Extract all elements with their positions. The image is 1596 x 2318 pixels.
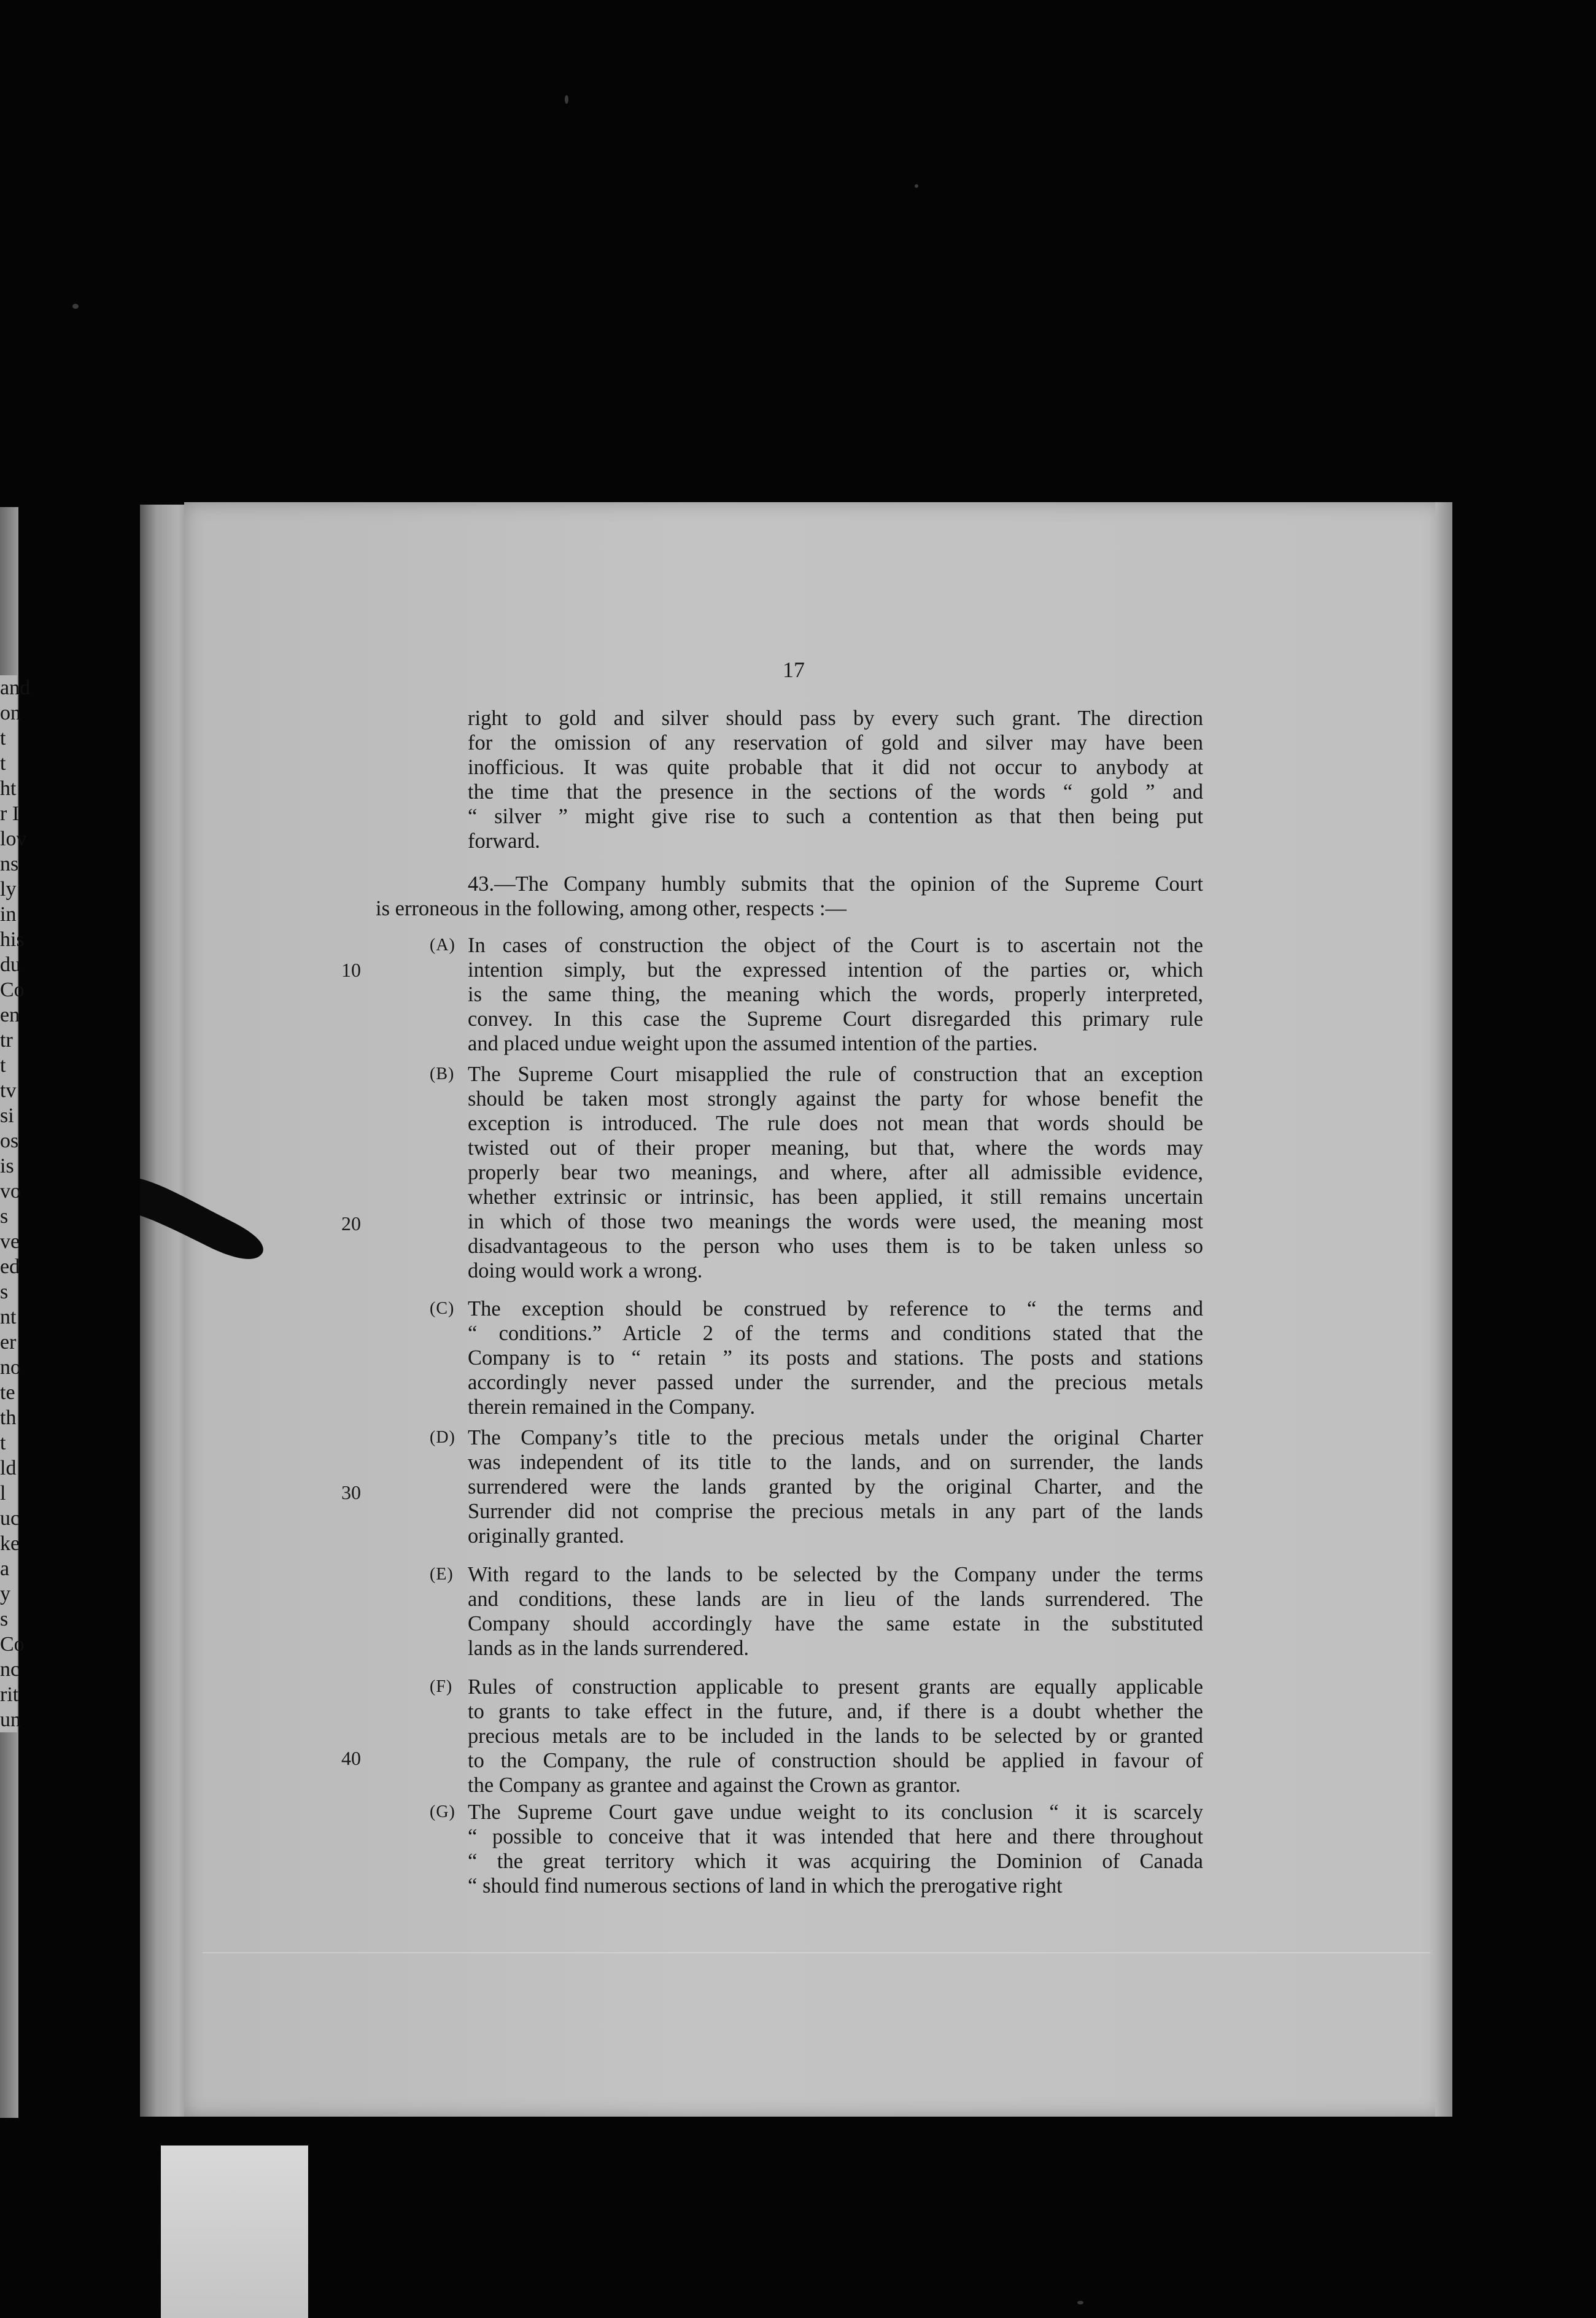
text-line: is erroneous in the following, among other, respects :— — [376, 897, 847, 920]
text-line: 43.—The Company humbly submits that the opinion of the Supreme Court — [468, 872, 1203, 896]
adjacent-page-fragment: ly — [0, 878, 17, 901]
text-line: exception is introduced. The rule does not mean that words should be — [468, 1112, 1203, 1135]
text-line: the Company as grantee and against the Crown as grantor. — [468, 1773, 961, 1797]
margin-line-number: 20 — [341, 1212, 361, 1235]
adjacent-page-fragment: s — [0, 1607, 17, 1632]
text-line: Rules of construction applicable to present grants are equally applicable — [468, 1675, 1203, 1699]
item-body — [468, 933, 1203, 1056]
item-label: (G) — [430, 1802, 455, 1821]
text-line: The Company’s title to the precious metals under the original Charter — [468, 1426, 1203, 1449]
adjacent-page-fragment: uc — [0, 1507, 20, 1530]
item-label: (B) — [430, 1064, 455, 1083]
item-body — [468, 1062, 1203, 1283]
continuation-paragraph — [468, 706, 1203, 853]
text-line: forward. — [468, 829, 540, 853]
adjacent-page-fragment: r I — [0, 802, 20, 825]
adjacent-page-fragment: en — [0, 1004, 20, 1026]
thumb-shadow-icon — [140, 1166, 275, 1277]
adjacent-page-fragment: l — [0, 1481, 17, 1506]
adjacent-page-fragment: t — [0, 1430, 17, 1456]
adjacent-page-fragment: du — [0, 953, 21, 976]
adjacent-page-fragment: is — [0, 1153, 17, 1179]
scan-speck — [72, 304, 79, 309]
text-line: precious metals are to be included in the lands to be selected by or granted — [468, 1724, 1203, 1748]
adjacent-page-text — [0, 675, 31, 1731]
item-label: (C) — [430, 1299, 455, 1318]
adjacent-page-fragment: ht — [0, 777, 17, 800]
text-line: to grants to take effect in the future, and, if there is a doubt whether the — [468, 1700, 1203, 1723]
text-line: “ possible to conceive that it was intended that here and there throughout — [468, 1825, 1203, 1848]
adjacent-page-fragment: ed — [0, 1255, 20, 1278]
adjacent-page-fragment: t — [0, 751, 17, 776]
item-label: (A) — [430, 936, 455, 955]
text-line: With regard to the lands to be selected by the Company under the terms — [468, 1563, 1203, 1586]
text-line: Company is to “ retain ” its posts and stations. The posts and stations — [468, 1346, 1203, 1370]
text-line: The Supreme Court misapplied the rule of construction that an exception — [468, 1063, 1203, 1086]
text-line: the time that the presence in the sections of the words “ gold ” and — [468, 780, 1203, 804]
page-bottom-rule — [203, 1952, 1430, 1953]
text-line: In cases of construction the object of the Court is to ascertain not the — [468, 934, 1203, 957]
adjacent-page-fragment: s — [0, 1279, 17, 1304]
text-line: Surrender did not comprise the precious metals in any part of the lands — [468, 1500, 1203, 1523]
scan-speck — [1077, 2301, 1083, 2304]
adjacent-page-fragment: Co — [0, 979, 25, 1001]
text-line: originally granted. — [468, 1524, 624, 1548]
page-number: 17 — [783, 657, 805, 682]
text-line: lands as in the lands surrendered. — [468, 1637, 749, 1660]
adjacent-page-fragment: s — [0, 1204, 17, 1229]
scan-speck — [915, 184, 918, 188]
text-line: Company should accordingly have the same estate in the substituted — [468, 1612, 1203, 1635]
text-line: to the Company, the rule of construction should be applied in favour of — [468, 1749, 1203, 1772]
text-line: and placed undue weight upon the assumed intention of the parties. — [468, 1032, 1038, 1055]
adjacent-page-fragment: on — [0, 702, 21, 724]
text-line: accordingly never passed under the surrender, and the precious metals — [468, 1371, 1203, 1394]
item-body — [468, 1425, 1203, 1548]
adjacent-page-fragment: nc — [0, 1658, 20, 1681]
margin-line-number: 40 — [341, 1747, 361, 1769]
text-line: “ conditions.” Article 2 of the terms and conditions stated that the — [468, 1322, 1203, 1345]
adjacent-page-fragment: rit — [0, 1683, 19, 1706]
text-line: “ the great territory which it was acquiring the Dominion of Canada — [468, 1850, 1203, 1873]
paragraph-43 — [376, 872, 1203, 921]
text-line: twisted out of their proper meaning, but that, where the words may — [468, 1136, 1203, 1160]
text-line: disadvantageous to the person who uses them is to be taken unless so — [468, 1235, 1203, 1258]
adjacent-page-fragment: tv — [0, 1079, 17, 1102]
adjacent-page-fragment: nt — [0, 1306, 17, 1328]
text-line: doing would work a wrong. — [468, 1259, 703, 1282]
adjacent-page-fragment: un — [0, 1708, 21, 1731]
text-line: “ should find numerous sections of land in which the prerogative right — [468, 1874, 1063, 1897]
text-line: therein remained in the Company. — [468, 1395, 756, 1419]
text-line: in which of those two meanings the words were used, the meaning most — [468, 1210, 1203, 1233]
adjacent-page-fragment: vo — [0, 1180, 21, 1203]
text-line: The exception should be construed by reference to “ the terms and — [468, 1297, 1203, 1320]
item-body — [468, 1800, 1203, 1898]
item-label: (F) — [430, 1677, 453, 1696]
margin-line-number: 10 — [341, 959, 361, 981]
item-label: (D) — [430, 1428, 455, 1447]
adjacent-page-fragment: ld — [0, 1457, 17, 1479]
item-body — [468, 1562, 1203, 1661]
margin-line-number: 30 — [341, 1481, 361, 1503]
adjacent-page-fragment: tr — [0, 1028, 17, 1053]
text-line: convey. In this case the Supreme Court disregarded this primary rule — [468, 1007, 1203, 1031]
item-body — [468, 1297, 1203, 1419]
page-edge — [1435, 502, 1452, 2117]
adjacent-page-fragment: ke — [0, 1532, 20, 1555]
adjacent-page-fragment: t — [0, 726, 17, 751]
text-line: should be taken most strongly against the party for whose benefit the — [468, 1087, 1203, 1111]
adjacent-page-fragment: t — [0, 1053, 17, 1078]
scan-speck — [565, 95, 568, 104]
item-body — [468, 1675, 1203, 1797]
text-line: surrendered were the lands granted by the original Charter, and the — [468, 1475, 1203, 1498]
text-line: was independent of its title to the lands, and on surrender, the lands — [468, 1451, 1203, 1474]
adjacent-page-fragment: y — [0, 1581, 17, 1607]
adjacent-page-fragment: ns — [0, 853, 19, 875]
text-line: is the same thing, the meaning which the words, properly interpreted, — [468, 983, 1203, 1006]
adjacent-page-fragment: si — [0, 1103, 17, 1128]
text-line: properly bear two meanings, and where, after all admissible evidence, — [468, 1161, 1203, 1184]
adjacent-page-fragment: a — [0, 1556, 17, 1581]
adjacent-page-fragment: Co — [0, 1633, 25, 1656]
adjacent-page-fragment: lov — [0, 828, 27, 850]
text-line: right to gold and silver should pass by every such grant. The direction — [468, 707, 1203, 730]
text-line: intention simply, but the expressed intention of the parties or, which — [468, 958, 1203, 982]
text-line: and conditions, these lands are in lieu of the lands surrendered. The — [468, 1587, 1203, 1611]
adjacent-page-fragment: his — [0, 928, 25, 951]
text-line: for the omission of any reservation of gold and silver may have been — [468, 731, 1203, 754]
adjacent-page-fragment: th — [0, 1406, 17, 1429]
adjacent-page-fragment: os — [0, 1130, 19, 1152]
adjacent-page-fragment: and — [0, 676, 31, 699]
item-label: (E) — [430, 1565, 454, 1584]
adjacent-page-fragment: te — [0, 1380, 17, 1405]
adjacent-page-fragment: ve — [0, 1230, 20, 1253]
text-line: inofficious. It was quite probable that it did not occur to anybody at — [468, 756, 1203, 779]
adjacent-page-fragment: er — [0, 1331, 17, 1354]
text-line: The Supreme Court gave undue weight to its conclusion “ it is scarcely — [468, 1801, 1203, 1824]
adjacent-page-fragment: in — [0, 903, 17, 926]
text-line: “ silver ” might give rise to such a contention as that then being put — [468, 805, 1203, 828]
bottom-paper-card — [161, 2146, 308, 2318]
text-line: whether extrinsic or intrinsic, has been applied, it still remains uncertain — [468, 1185, 1203, 1209]
adjacent-page-fragment: no — [0, 1356, 21, 1379]
